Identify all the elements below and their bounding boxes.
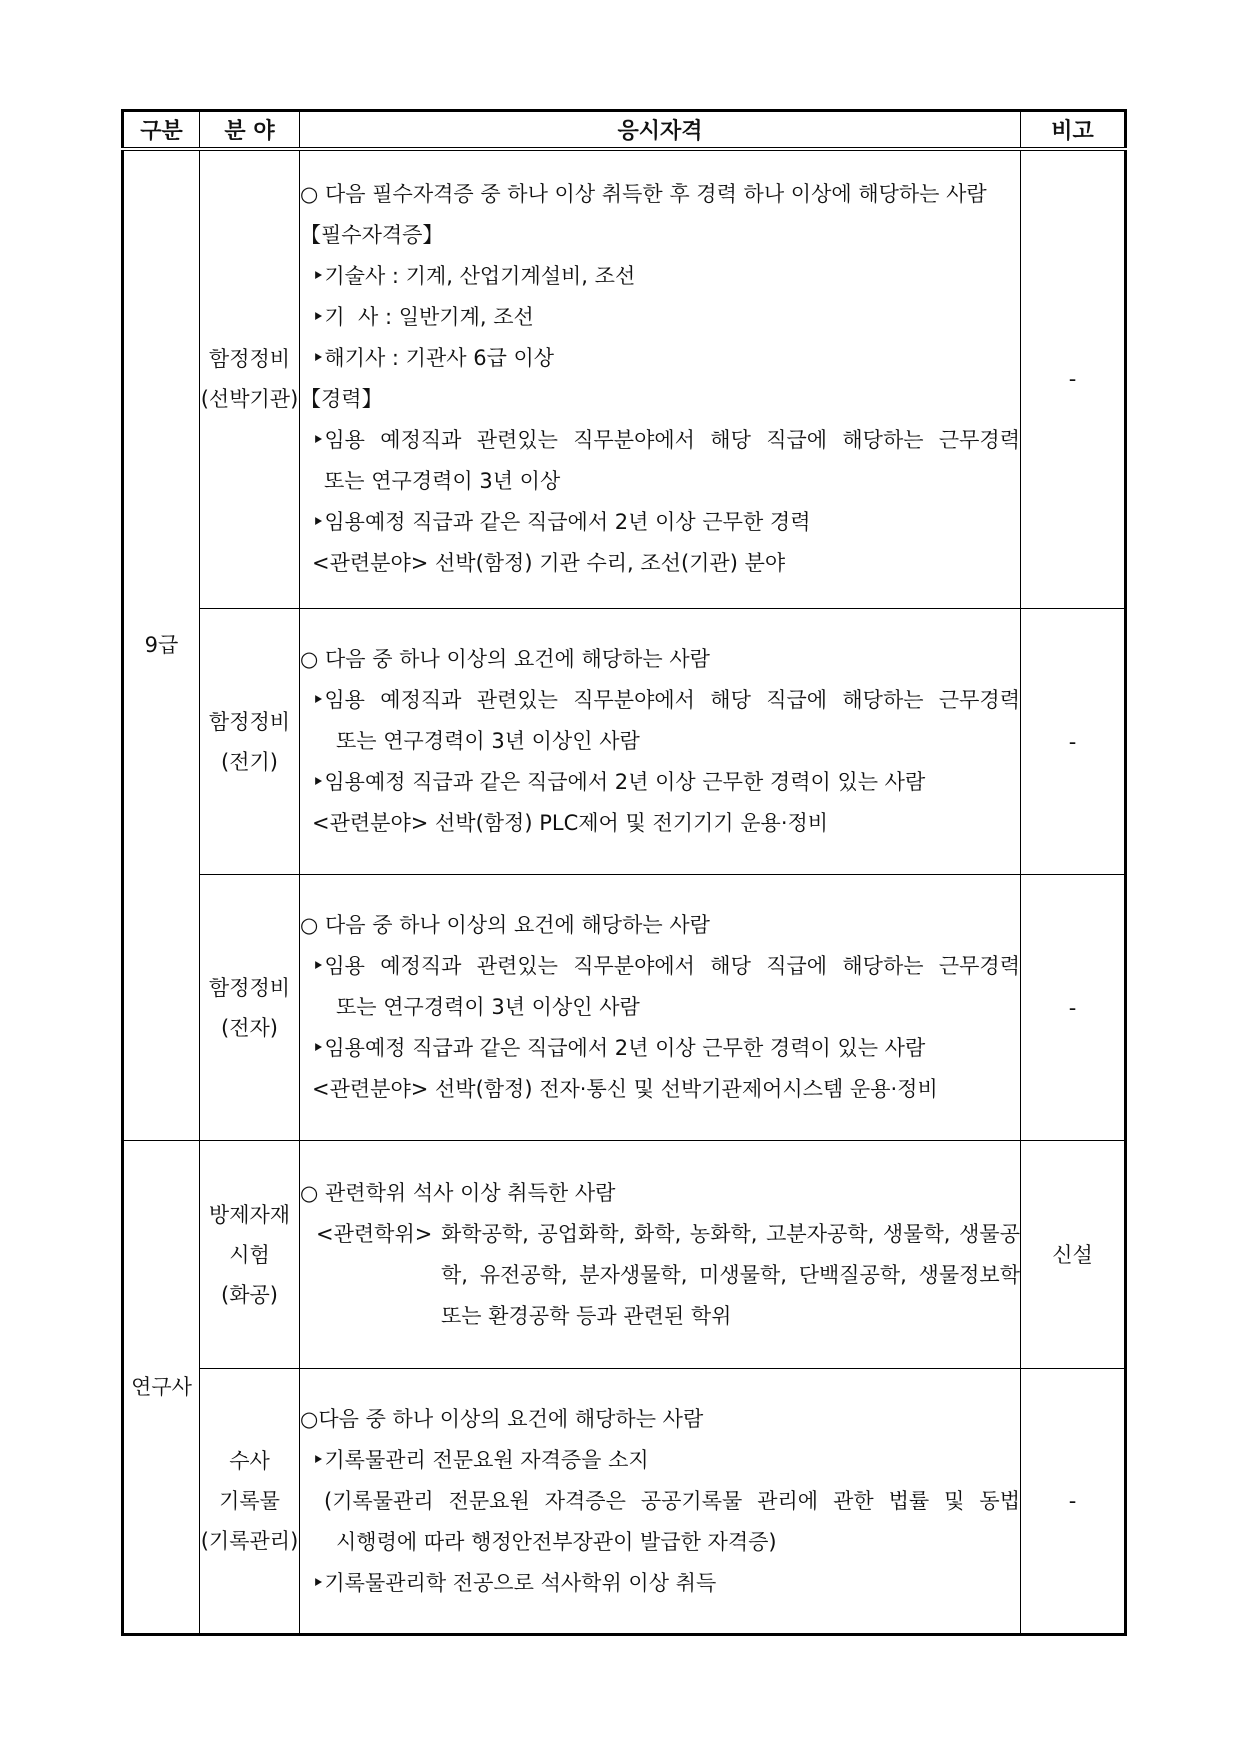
table-header-row	[123, 111, 1126, 149]
note-cell: 신설	[1021, 1141, 1126, 1369]
related-field: <관련분야> 선박(함정) PLC제어 및 전기기기 운용·정비	[312, 811, 829, 835]
bullet-item: ‣임용 예정직과 관련있는 직무분야에서 해당 직급에 해당하는 근무경력	[312, 428, 1020, 453]
bullet-item: ‣임용예정 직급과 같은 직급에서 2년 이상 근무한 경력이 있는 사람	[312, 770, 926, 794]
field-label: (기록관리)	[200, 1529, 299, 1553]
field-label: 방제자재	[208, 1202, 291, 1227]
related-field: <관련분야> 선박(함정) 기관 수리, 조선(기관) 분야	[312, 551, 786, 576]
bullet-item: ‣기술사 : 기계, 산업기계설비, 조선	[312, 264, 636, 289]
note-cell: -	[1021, 875, 1126, 1141]
bullet-continuation: 또는 연구경력이 3년 이상인 사람	[336, 995, 640, 1019]
qualification-cell	[300, 1141, 1021, 1369]
note-cell: -	[1021, 609, 1126, 875]
requirement-summary: ○ 다음 필수자격증 중 하나 이상 취득한 후 경력 하나 이상에 해당하는 사람	[300, 182, 987, 207]
bullet-item: ‣기록물관리학 전공으로 석사학위 이상 취득	[312, 1570, 717, 1595]
bullet-item: ‣임용 예정직과 관련있는 직무분야에서 해당 직급에 해당하는 근무경력	[312, 954, 1020, 978]
bullet-item: ‣임용예정 직급과 같은 직급에서 2년 이상 근무한 경력이 있는 사람	[312, 1036, 926, 1060]
table-row	[123, 875, 1126, 1141]
field-label: (전기)	[221, 749, 278, 774]
note-cell: -	[1021, 1369, 1126, 1635]
field-cell	[200, 149, 300, 609]
field-label: 수사	[229, 1449, 270, 1473]
requirement-summary: ○ 관련학위 석사 이상 취득한 사람	[300, 1180, 616, 1205]
qualification-cell	[300, 609, 1021, 875]
bullet-item: ‣해기사 : 기관사 6급 이상	[312, 346, 555, 371]
section-heading: 【필수자격증】	[300, 223, 444, 248]
grade-cell-9: 9급	[123, 149, 200, 1141]
requirement-summary: ○ 다음 중 하나 이상의 요건에 해당하는 사람	[300, 647, 710, 671]
field-label: 함정정비	[208, 975, 291, 1000]
field-cell	[200, 1369, 300, 1635]
field-label: 함정정비	[208, 347, 291, 372]
table-row	[123, 1369, 1126, 1635]
bullet-item: ‣임용 예정직과 관련있는 직무분야에서 해당 직급에 해당하는 근무경력	[312, 688, 1020, 712]
section-heading: 【경력】	[300, 387, 383, 412]
related-degree-list: 화학공학, 공업화학, 화학, 농화학, 고분자공학, 생물학, 생물공학, 유전공학, 분자생물학, 미생물학, 단백질공학, 생물정보학 또는 환경공학 등과 관련된 학위	[441, 1221, 1020, 1328]
header-qualification: 응시자격	[300, 111, 1021, 149]
qualification-table	[121, 109, 1127, 1636]
bullet-note: (기록물관리 전문요원 자격증은 공공기록물 관리에 관한 법률 및 동법	[324, 1488, 1020, 1513]
grade-cell-research: 연구사	[123, 1141, 200, 1635]
field-cell	[200, 1141, 300, 1369]
field-label: (화공)	[221, 1282, 278, 1307]
requirement-summary: ○다음 중 하나 이상의 요건에 해당하는 사람	[300, 1406, 704, 1431]
bullet-item: ‣기록물관리 전문요원 자격증을 소지	[312, 1447, 649, 1472]
related-degree-block	[300, 1214, 1020, 1337]
related-field: <관련분야> 선박(함정) 전자·통신 및 선박기관제어시스템 운용·정비	[312, 1077, 938, 1101]
header-grade: 구분	[123, 111, 200, 149]
bullet-item: ‣기 사 : 일반기계, 조선	[312, 305, 534, 330]
table-row	[123, 1141, 1126, 1369]
bullet-continuation: 또는 연구경력이 3년 이상	[324, 469, 561, 494]
note-cell: -	[1021, 149, 1126, 609]
field-label: 기록물	[219, 1489, 280, 1513]
field-cell	[200, 875, 300, 1141]
field-cell	[200, 609, 300, 875]
field-label: 시험	[229, 1242, 270, 1267]
related-degree-label: <관련학위>	[316, 1221, 433, 1246]
field-label: (전자)	[221, 1015, 278, 1040]
qualification-cell	[300, 1369, 1021, 1635]
requirement-summary: ○ 다음 중 하나 이상의 요건에 해당하는 사람	[300, 913, 710, 937]
header-field: 분 야	[200, 111, 300, 149]
document-page	[121, 109, 1124, 1636]
field-label: (선박기관)	[200, 387, 299, 412]
bullet-continuation: 또는 연구경력이 3년 이상인 사람	[336, 729, 640, 753]
field-label: 함정정비	[208, 709, 291, 734]
bullet-item: ‣임용예정 직급과 같은 직급에서 2년 이상 근무한 경력	[312, 510, 811, 535]
qualification-cell	[300, 875, 1021, 1141]
table-row	[123, 609, 1126, 875]
bullet-note: 시행령에 따라 행정안전부장관이 발급한 자격증)	[336, 1529, 777, 1554]
qualification-cell	[300, 149, 1021, 609]
table-row	[123, 149, 1126, 609]
header-note: 비고	[1021, 111, 1126, 149]
